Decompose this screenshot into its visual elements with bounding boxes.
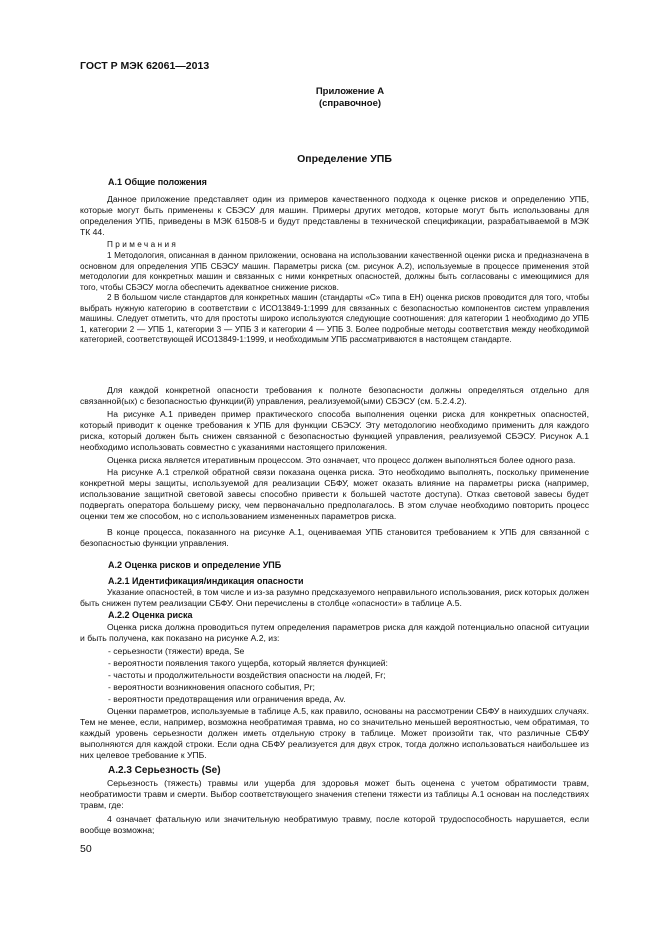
paragraph-a23: Серьезность (тяжесть) травмы или ущерба для здоровья может быть оценена с учетом обратимости травм, необратимости травм и смерти. Выбор соответствующего значения степени тяжести из таблицы А.1 основан на последствиях травм, где: (80, 778, 589, 811)
heading-a22: А.2.2 Оценка риска (108, 610, 193, 620)
standard-header: ГОСТ Р МЭК 62061—2013 (80, 60, 210, 72)
appendix-subtitle: (справочное) (318, 98, 382, 109)
heading-a21: А.2.1 Идентификация/индикация опасности (108, 576, 304, 586)
heading-a2: А.2 Оценка рисков и определение УПБ (108, 560, 282, 570)
heading-a23: А.2.3 Серьезность (Se) (108, 765, 221, 776)
paragraph-a22-2: Оценки параметров, используемые в таблице А.5, как правило, основаны на рассмотрении СБФУ в наихудших случаях. Тем не менее, если, например, возможна необратимая травма, но со значительно меньшей вероятностью, чем обратимая, то каждый уровень серьезности должен иметь отдельную строку в таблице. Может произойти так, что различные СБФУ выполняются для каждой строки. Если одна СБФУ реализуется для двух строк, тогда должно использоваться наибольшее из них целевое требование к УПБ. (80, 706, 589, 761)
paragraph-a1-3: На рисунке А.1 приведен пример практического способа выполнения оценки риска для конкретных опасностей, который приводит к оценке требования к УПБ для функции СБЭСУ. Эту методологию необходимо применить для каждого риска, который должен быть снижен связанной с безопасностью функцией управления, реализуемой СБЭСУ. Рисунок А.1 необходимо использовать совместно с указаниями настоящего приложения. (80, 409, 589, 453)
paragraph-a1-6: В конце процесса, показанного на рисунке А.1, оцениваемая УПБ становится требованием к УПБ для связанной с безопасностью функции управления. (80, 527, 589, 549)
list-item: - вероятности появления такого ущерба, который является функцией: (108, 658, 388, 668)
heading-a1: А.1 Общие положения (108, 177, 207, 187)
page-number: 50 (80, 843, 92, 855)
paragraph-a23-2: 4 означает фатальную или значительную необратимую травму, после которой трудоспособность нарушается, если вообще возможна; (80, 814, 589, 836)
note-2: 2 В большом числе стандартов для конкретных машин (стандарты «С» типа в ЕН) оценка рисков проводится для того, чтобы выбрать нужную категорию в соответствии с ИСО13849-1:1999 для связанных с безопасностью компонентов систем управления машины. Следует отметить, что для простоты широко используются следующие соотношения: для категории 1 необходимо до УПБ 1, категории 2 — УПБ 1, категории 3 — УПБ 3 и категории 4 — УПБ 3. Более подробные методы соответствия между необходимой категорией, соответствующей ИСО13849-1:1999, и необходимым УПБ рассматриваются в настоящем стандарте. (80, 293, 589, 344)
section-title: Определение УПБ (297, 153, 392, 165)
paragraph-a21: Указание опасностей, в том числе и из-за разумно предсказуемого неправильного использования, риск которых должен быть снижен путем реализации СБФУ. Они перечислены в столбце «опасности» в таблице А.5. (80, 587, 589, 609)
list-item: - вероятности возникновения опасного события, Pr; (108, 682, 315, 692)
paragraph-a1-4: Оценка риска является итеративным процессом. Это означает, что процесс должен выполняться более одного раза. (107, 455, 576, 465)
list-item: - серьезности (тяжести) вреда, Se (108, 646, 245, 656)
list-item: - вероятности предотвращения или ограничения вреда, Av. (108, 694, 346, 704)
appendix-title: Приложение А (315, 86, 385, 97)
paragraph-a22: Оценка риска должна проводиться путем определения параметров риска для каждой потенциально опасной ситуации и быть получена, как показано на рисунке А.2, из: (80, 622, 589, 644)
paragraph-a1-5: На рисунке А.1 стрелкой обратной связи показана оценка риска. Это необходимо выполнять, поскольку применение конкретной меры защиты, используемой для реализации СБФУ, может оказать влияние на параметры риска (например, использование защитной световой завесы способно привести к большей частоте доступа). Отказ световой завесы будет подвергать оператора большему риску, чем первоначально предполагалось. В этом случае необходимо повторить процесс оценки тем же способом, но с использованием измененных параметров риска. (80, 467, 589, 522)
paragraph-a1-2: Для каждой конкретной опасности требования к полноте безопасности должны определяться отдельно для связанной(ых) с безопасностью функции(й) управления, реализуемой(ыми) СБЭСУ (см. 5.2.4.2). (80, 385, 589, 407)
paragraph-a1-1: Данное приложение представляет один из примеров качественного подхода к оценке рисков и определению УПБ, которые могут быть применены к СБЭСУ для машин. Примеры других методов, которые могут быть использованы для определения УПБ, приведены в МЭК 61508-5 и будут представлены в технической спецификации, разрабатываемой в МЭК ТК 44. (80, 194, 589, 238)
notes-label: Примечания (107, 240, 179, 249)
note-1: 1 Методология, описанная в данном приложении, основана на использовании качественной оценки риска и предназначена в основном для определения УПБ СБЭСУ машин. Параметры риска (см. рисунок А.2), используемые в процессе применения этой методологии для конкретных машин и связанных с ними конкретных опасностей, должны быть согласованы с имеющимися для того, чтобы СБЭСУ могла обеспечить адекватное снижение рисков. (80, 251, 589, 292)
list-item: - частоты и продолжительности воздействия опасности на людей, Fr; (108, 670, 386, 680)
